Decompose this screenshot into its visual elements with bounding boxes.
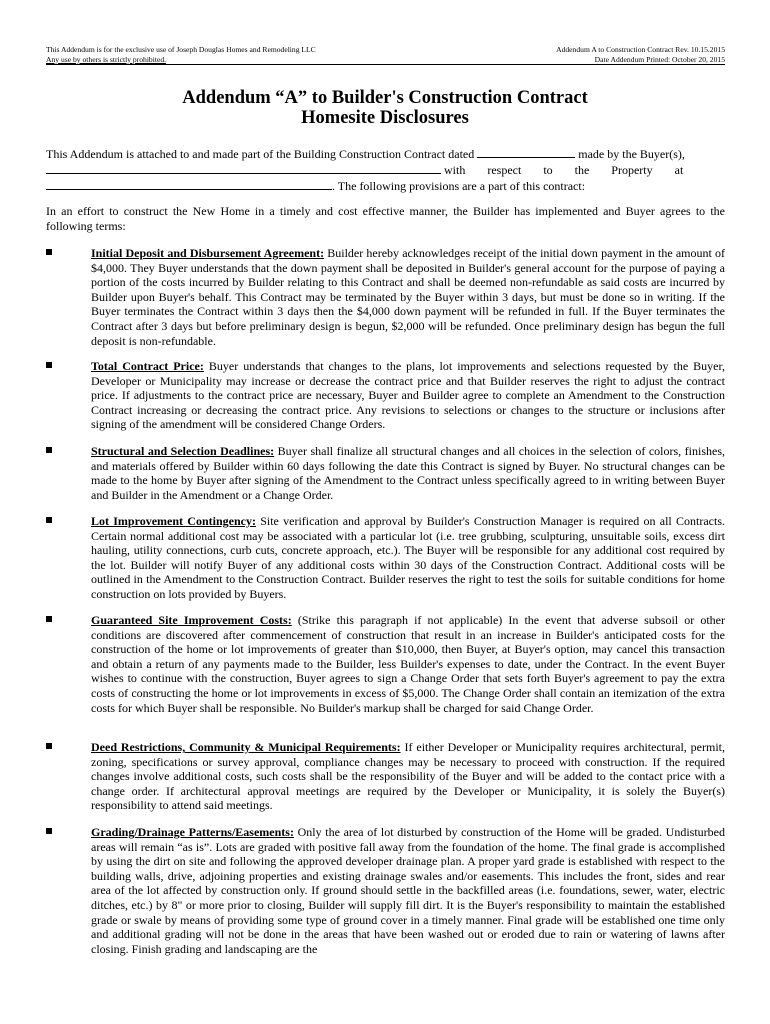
header-print-date: Date Addendum Printed: October 20, 2015 (594, 54, 725, 64)
provision-body: Buyer shall finalize all structural changes and all choices in the selection of colors, finishes, and materials offered by Builder within 60 days following the date this Contract is signed by Buyer. No structural changes can be made to the home by Buyer after signing of the Amendment to the Contract unless specifically agreed to in writing between Buyer and Builder in the Amendment or a Change Order. (91, 444, 725, 502)
bullet-icon (46, 613, 54, 627)
intro-paragraph (46, 146, 725, 195)
provision-site-improvement-costs (46, 613, 725, 715)
lead-paragraph: In an effort to construct the New Home in a timely and cost effective manner, the Builder has implemented and Buyer agrees to the following terms: (46, 204, 725, 234)
intro-text-3: with respect to the Property at (444, 163, 684, 178)
provision-body: Builder hereby acknowledges receipt of the initial down payment in the amount of $4,000. They Buyer understands that the down payment shall be deposited in Builder's general account for the purpose of paying a portion of the costs incurred by Builder relating to this Contract and shall be deemed non-refundable as said costs are incurred by Builder upon Buyer's behalf. This Contract may be terminated by the Buyer within 3 days, but must be done so in writing. If the Buyer terminates the Contract within 3 days then the $4,000 down payment will be refunded in full. If the Buyer terminates the Contract after 3 days but before preliminary design is begun, $2,000 will be refunded. Once preliminary design has begun the full deposit is non-refundable. (91, 246, 725, 348)
intro-text-4: . The following provisions are a part of this contract: (332, 179, 586, 194)
provision-structural-deadlines (46, 444, 725, 502)
buyer-name-blank (46, 162, 441, 174)
provision-heading: Total Contract Price: (91, 359, 204, 373)
provision-heading: Structural and Selection Deadlines: (91, 444, 275, 458)
provision-heading: Initial Deposit and Disbursement Agreement: (91, 246, 325, 260)
intro-text-1: This Addendum is attached to and made part of the Building Construction Contract dated (46, 147, 475, 161)
header-left (46, 45, 316, 64)
provision-lot-improvement (46, 514, 725, 602)
bullet-icon (46, 246, 54, 260)
header-exclusive-use: This Addendum is for the exclusive use of Joseph Douglas Homes and Remodeling LLC (46, 45, 316, 54)
provision-body: Buyer understands that changes to the plans, lot improvements and selections requested by the Buyer, Developer or Municipality may increase or decrease the contract price and that Builder reserves the right to adjust the contract price. If adjustments to the contract price are necessary, Buyer and Builder agree to complete an Amendment to the Construction Contract increasing or decreasing the contract price. Any revisions to selections or changes to the structure or inclusions after signing of the amendment will be considered Change Orders. (91, 359, 725, 432)
header-rule (46, 64, 725, 65)
header-revision: Addendum A to Construction Contract Rev. 10.15.2015 (556, 45, 725, 54)
header-prohibited: Any use by others is strictly prohibited. (46, 54, 167, 64)
intro-text-2: made by the Buyer(s), (578, 147, 685, 161)
provision-body: Site verification and approval by Builder's Construction Manager is required on all Contracts. Certain normal additional cost may be associated with a particular lot (i.e. tree grubbing, sculpturing, unsuitable soils, excess dirt hauling, utility connections, curb cuts, concrete approach, etc.). The Buyer will be responsible for any additional cost required by the lot. Builder will notify Buyer of any additional costs within 30 days of the Construction Contract. Additional costs will be outlined in the Amendment to the Construction Contract. Builder reserves the right to test the soils for suitable conditions for home construction on lots provided by Buyers. (91, 514, 726, 601)
provision-total-contract-price (46, 359, 725, 432)
provision-body: If either Developer or Municipality requires architectural, permit, zoning, specifications or survey approval, compliance changes may be necessary to proceed with construction. If the required changes involve additional costs, such costs shall be the responsibility of the Buyer and will be added to the contact price with a change order. If architectural approval meetings are required by the Developer or Municipality, it is solely the Buyer(s) responsibility to attend said meetings. (91, 740, 725, 813)
header-right (556, 45, 725, 64)
bullet-icon (46, 740, 54, 754)
provision-heading: Guaranteed Site Improvement Costs: (91, 613, 292, 627)
provision-initial-deposit (46, 246, 725, 348)
bullet-icon (46, 359, 54, 373)
provision-heading: Grading/Drainage Patterns/Easements: (91, 825, 294, 839)
contract-date-blank (477, 146, 575, 158)
provision-body: (Strike this paragraph if not applicable) In the event that adverse subsoil or other conditions are discovered after commencement of construction that result in an increase in Builder's anticipated costs for the construction of the home or lot improvements of greater than $10,000, then Buyer, at Buyer's option, may cancel this transaction and obtain a return of any payments made to the Builder, less Builder's expenses to date, under the Contract. In the event Buyer wishes to continue with the construction, Buyer agrees to sign a Change Order that sets forth Buyer's agreement to pay the extra costs of constructing the home or lot improvements in excess of $5,000. The Change Order shall contain an itemization of the extra costs for which Buyer shall be responsible. No Builder's markup shall be charged for said Change Order. (91, 613, 725, 715)
document-subtitle: Homesite Disclosures (301, 108, 469, 128)
provision-grading-drainage (46, 825, 725, 956)
provision-deed-restrictions (46, 740, 725, 813)
bullet-icon (46, 514, 54, 528)
property-address-blank (46, 178, 332, 190)
document-title: Addendum “A” to Builder's Construction Contract (182, 88, 588, 108)
bullet-icon (46, 825, 54, 839)
provision-body: Only the area of lot disturbed by construction of the Home will be graded. Undisturbed areas will remain “as is”. Lots are graded with positive fall away from the foundation of the home. The final grade is accomplished by using the dirt on site and following the approved developer drainage plan. A proper yard grade is established with respect to the building walls, drive, adjoining properties and existing drainage swales and/or easements. This includes the front, sides and rear area of the lot affected by construction only. If ground should settle in the backfilled areas (i.e. foundations, sewer, water, electric ditches, etc.) by 8" or more prior to closing, Builder will supply fill dirt. It is the Buyer's responsibility to maintain the established grade or swale by means of providing some type of ground cover in a timely manner. Final grade will be established one time only and additional grading will not be done in the areas that have been washed out or eroded due to rain or watering of lawns after closing. Finish grading and landscaping are the (91, 825, 725, 956)
provision-heading: Deed Restrictions, Community & Municipal Requirements: (91, 740, 401, 754)
bullet-icon (46, 444, 54, 458)
provision-heading: Lot Improvement Contingency: (91, 514, 256, 528)
